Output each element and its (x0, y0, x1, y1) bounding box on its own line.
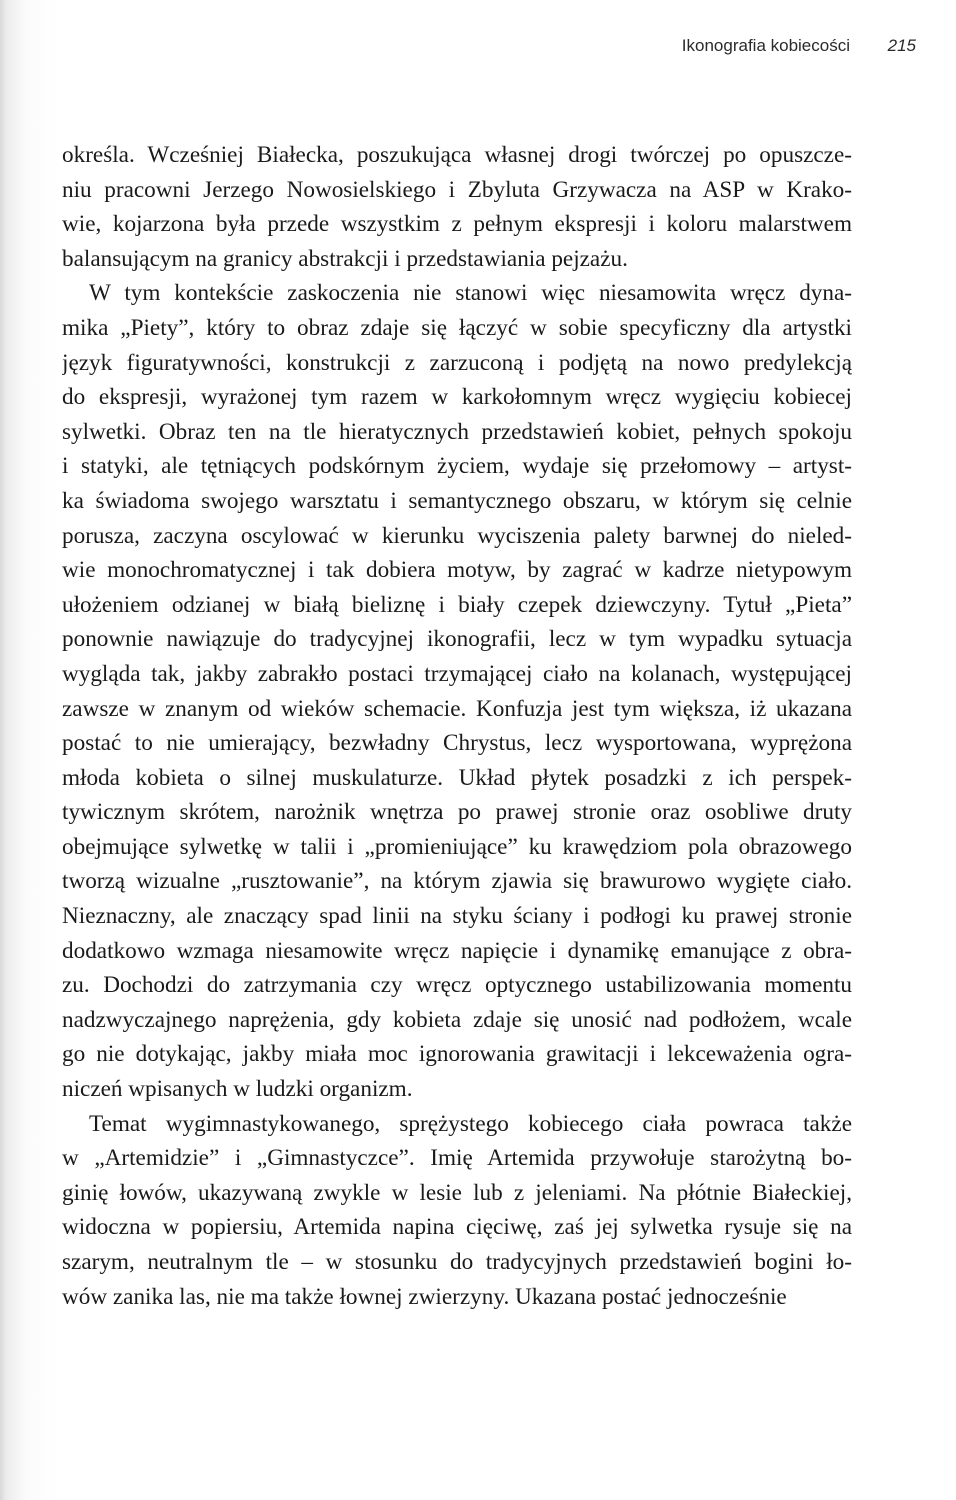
text-line: widoczna w popiersiu, Artemida napina cięciwę, zaś jej sylwetka rysuje się na (62, 1214, 852, 1241)
text-line: zu. Dochodzi do zatrzymania czy wręcz optycznego ustabilizowania momentu (62, 972, 852, 999)
body-text (62, 138, 852, 1314)
text-line: niczeń wpisanych w ludzki organizm. (62, 1076, 413, 1103)
text-line: ka świadoma swojego warsztatu i semantycznego obszaru, w którym się celnie (62, 487, 852, 514)
text-line: postać to nie umierający, bezwładny Chrystus, lecz wysportowana, wyprężona (62, 730, 852, 757)
text-line: tywicznym skrótem, narożnik wnętrza po prawej stronie oraz osobliwe druty (62, 799, 852, 826)
text-line: go nie dotykając, jakby miała moc ignorowania grawitacji i lekceważenia ogra- (62, 1041, 852, 1068)
text-line: określa. Wcześniej Białecka, poszukująca własnej drogi twórczej po opuszcze- (62, 142, 852, 168)
text-line: niu pracowni Jerzego Nowosielskiego i Zbyluta Grzywacza na ASP w Krako- (62, 176, 852, 203)
text-line: język figuratywności, konstrukcji z zarzuconą i podjętą na nowo predylekcją (62, 349, 852, 376)
text-line: dodatkowo wzmaga niesamowite wręcz napięcie i dynamikę emanujące z obra- (62, 937, 852, 964)
text-line: do ekspresji, wyrażonej tym razem w karkołomnym wręcz wygięciu kobiecej (62, 384, 852, 411)
text-line: szarym, neutralnym tle – w stosunku do tradycyjnych przedstawień bogini ło- (62, 1249, 852, 1275)
text-line: wów zanika las, nie ma także łownej zwierzyny. Ukazana postać jednocześnie (62, 1283, 787, 1310)
text-line: wygląda tak, jakby zabrakło postaci trzymającej ciało na kolanach, występującej (62, 660, 852, 687)
text-line: tworzą wizualne „rusztowanie”, na którym zjawia się brawurowo wygięte ciało. (62, 868, 852, 895)
text-line: porusza, zaczyna oscylować w kierunku wyciszenia palety barwnej do nieled- (62, 522, 852, 549)
text-line: obejmujące sylwetkę w talii i „promieniujące” ku krawędziom pola obrazowego (62, 833, 852, 860)
running-header-title: Ikonografia kobiecości (681, 36, 850, 55)
page-number: 215 (887, 36, 916, 55)
text-line: ginię łowów, ukazywaną zwykle w lesie lub z jeleniami. Na płótnie Białeckiej, (62, 1179, 852, 1206)
text-line: mika „Piety”, który to obraz zdaje się łączyć w sobie specyficzny dla artystki (62, 314, 852, 341)
paragraph (62, 1107, 852, 1315)
text-line: sylwetki. Obraz ten na tle hieratycznych przedstawień kobiet, pełnych spokoju (62, 418, 852, 445)
running-header (0, 36, 956, 60)
text-line: w „Artemidzie” i „Gimnastyczce”. Imię Artemida przywołuje starożytną bo- (62, 1145, 852, 1172)
text-line: ponownie nawiązuje do tradycyjnej ikonografii, lecz w tym wypadku sytuacja (62, 626, 852, 653)
paragraph (62, 276, 852, 1106)
text-line: Nieznaczny, ale znaczący spad linii na styku ściany i podłogi ku prawej stronie (62, 903, 852, 930)
text-line: nadzwyczajnego naprężenia, gdy kobieta zdaje się unosić nad podłożem, wcale (62, 1006, 852, 1033)
paragraph (62, 138, 852, 276)
text-line: Temat wygimnastykowanego, sprężystego kobiecego ciała powraca także (89, 1110, 852, 1137)
text-line: ułożeniem odzianej w białą bieliznę i biały czepek dziewczyny. Tytuł „Pieta” (62, 591, 852, 618)
text-line: młoda kobieta o silnej muskulaturze. Układ płytek posadzki z ich perspek- (62, 764, 852, 791)
text-line: wie monochromatycznej i tak dobiera motyw, by zagrać w kadrze nietypowym (62, 557, 852, 584)
text-line: balansującym na granicy abstrakcji i przedstawiania pejzażu. (62, 245, 628, 272)
text-line: zawsze w znanym od wieków schemacie. Konfuzja jest tym większa, iż ukazana (62, 695, 852, 722)
text-line: wie, kojarzona była przede wszystkim z pełnym ekspresji i koloru malarstwem (62, 211, 852, 238)
text-line: i statyki, ale tętniących podskórnym życiem, wydaje się przełomowy – artyst- (62, 453, 852, 480)
text-line: W tym kontekście zaskoczenia nie stanowi więc niesamowita wręcz dyna- (89, 280, 852, 307)
